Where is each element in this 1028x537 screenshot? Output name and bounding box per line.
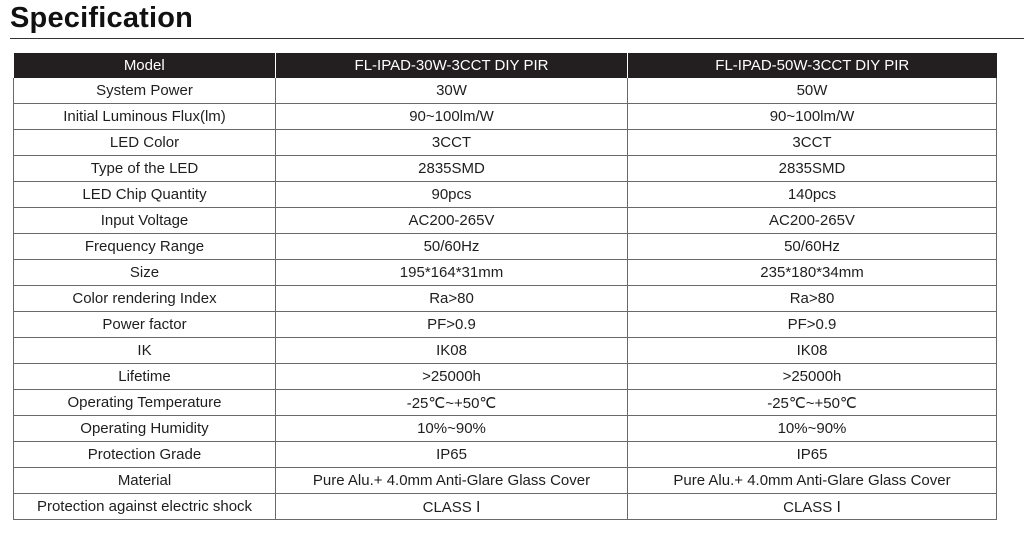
spec-value-50w: 50W: [628, 78, 997, 104]
spec-label: Lifetime: [14, 364, 276, 390]
table-row: [14, 234, 997, 260]
spec-value-30w: -25℃~+50℃: [276, 390, 628, 416]
spec-value-50w: 140pcs: [628, 182, 997, 208]
spec-value-50w: AC200-265V: [628, 208, 997, 234]
spec-value-50w: -25℃~+50℃: [628, 390, 997, 416]
spec-value-30w: 30W: [276, 78, 628, 104]
spec-label: IK: [14, 338, 276, 364]
column-header-model: Model: [14, 53, 276, 78]
spec-value-30w: 3CCT: [276, 130, 628, 156]
table-row: [14, 260, 997, 286]
spec-label: System Power: [14, 78, 276, 104]
spec-value-50w: IK08: [628, 338, 997, 364]
table-body: [14, 78, 997, 520]
page-title: Specification: [10, 2, 194, 34]
spec-label: Color rendering Index: [14, 286, 276, 312]
spec-value-30w: IP65: [276, 442, 628, 468]
spec-value-30w: AC200-265V: [276, 208, 628, 234]
spec-value-30w: 90pcs: [276, 182, 628, 208]
spec-value-50w: Ra>80: [628, 286, 997, 312]
table-row: [14, 364, 997, 390]
table-row: [14, 78, 997, 104]
header-row: [14, 53, 997, 78]
table-row: [14, 130, 997, 156]
spec-label: Size: [14, 260, 276, 286]
spec-value-50w: 90~100lm/W: [628, 104, 997, 130]
spec-label: Input Voltage: [14, 208, 276, 234]
spec-value-50w: 50/60Hz: [628, 234, 997, 260]
table-row: [14, 182, 997, 208]
column-header-50w-model: FL-IPAD-50W-3CCT DIY PIR: [628, 53, 997, 78]
table-row: [14, 468, 997, 494]
table-row: [14, 104, 997, 130]
spec-value-30w: CLASS Ⅰ: [276, 494, 628, 520]
table-row: [14, 390, 997, 416]
spec-value-50w: PF>0.9: [628, 312, 997, 338]
spec-label: Material: [14, 468, 276, 494]
table-row: [14, 312, 997, 338]
spec-label: Protection against electric shock: [14, 494, 276, 520]
spec-value-30w: >25000h: [276, 364, 628, 390]
spec-value-30w: Ra>80: [276, 286, 628, 312]
spec-value-30w: 50/60Hz: [276, 234, 628, 260]
spec-value-30w: 195*164*31mm: [276, 260, 628, 286]
spec-value-50w: IP65: [628, 442, 997, 468]
table-row: [14, 208, 997, 234]
spec-label: Power factor: [14, 312, 276, 338]
spec-label: Initial Luminous Flux(lm): [14, 104, 276, 130]
table-header: [14, 53, 997, 78]
spec-label: Frequency Range: [14, 234, 276, 260]
table-row: [14, 416, 997, 442]
spec-label: LED Color: [14, 130, 276, 156]
spec-value-30w: Pure Alu.+ 4.0mm Anti-Glare Glass Cover: [276, 468, 628, 494]
spec-value-50w: 2835SMD: [628, 156, 997, 182]
column-header-30w-model: FL-IPAD-30W-3CCT DIY PIR: [276, 53, 628, 78]
spec-label: Type of the LED: [14, 156, 276, 182]
spec-value-50w: 235*180*34mm: [628, 260, 997, 286]
table-row: [14, 494, 997, 520]
table-row: [14, 442, 997, 468]
spec-value-50w: >25000h: [628, 364, 997, 390]
spec-value-30w: 2835SMD: [276, 156, 628, 182]
table-row: [14, 338, 997, 364]
spec-label: Operating Temperature: [14, 390, 276, 416]
table-row: [14, 156, 997, 182]
spec-value-50w: 3CCT: [628, 130, 997, 156]
spec-label: Operating Humidity: [14, 416, 276, 442]
spec-value-30w: IK08: [276, 338, 628, 364]
table-row: [14, 286, 997, 312]
specification-table: [13, 53, 997, 520]
spec-label: Protection Grade: [14, 442, 276, 468]
spec-value-50w: Pure Alu.+ 4.0mm Anti-Glare Glass Cover: [628, 468, 997, 494]
spec-value-50w: CLASS Ⅰ: [628, 494, 997, 520]
spec-value-30w: 90~100lm/W: [276, 104, 628, 130]
spec-value-30w: 10%~90%: [276, 416, 628, 442]
spec-value-30w: PF>0.9: [276, 312, 628, 338]
title-divider: [10, 38, 1024, 39]
spec-label: LED Chip Quantity: [14, 182, 276, 208]
spec-value-50w: 10%~90%: [628, 416, 997, 442]
